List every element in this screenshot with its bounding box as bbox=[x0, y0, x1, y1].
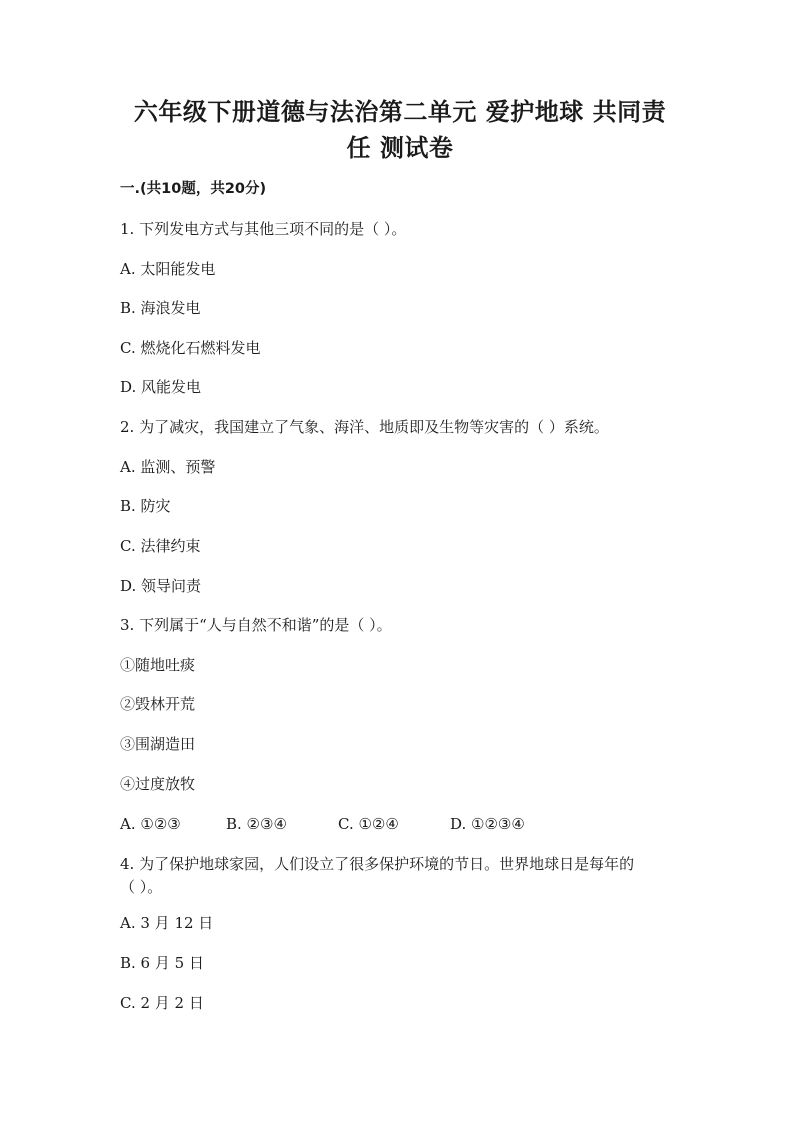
question-3-item-3: ③围湖造田 bbox=[120, 735, 196, 753]
question-1-option-c: C. 燃烧化石燃料发电 bbox=[120, 339, 261, 357]
section-header: 一.(共10题，共20分) bbox=[120, 181, 267, 197]
question-3-option-a: A. ①②③ bbox=[120, 815, 181, 833]
page-title-line-2: 任 测试卷 bbox=[346, 134, 454, 162]
question-2-option-d: D. 领导问责 bbox=[120, 577, 202, 595]
question-4-stem-line-1: 4. 为了保护地球家园，人们设立了很多保护环境的节日。世界地球日是每年的 bbox=[120, 855, 635, 873]
question-3-option-b: B. ②③④ bbox=[226, 815, 287, 833]
question-3-item-1: ①随地吐痰 bbox=[120, 656, 196, 674]
question-3-option-c: C. ①②④ bbox=[338, 815, 399, 833]
question-2-option-a: A. 监测、预警 bbox=[120, 458, 216, 476]
question-4-option-a: A. 3 月 12 日 bbox=[120, 914, 214, 932]
question-1-option-b: B. 海浪发电 bbox=[120, 299, 201, 317]
question-4-option-c: C. 2 月 2 日 bbox=[120, 994, 204, 1012]
question-1-option-a: A. 太阳能发电 bbox=[120, 260, 216, 278]
question-3-item-4: ④过度放牧 bbox=[120, 775, 196, 793]
question-2-option-b: B. 防灾 bbox=[120, 497, 171, 515]
question-3-stem: 3. 下列属于“人与自然不和谐”的是（ ）。 bbox=[120, 616, 392, 634]
question-1-stem: 1. 下列发电方式与其他三项不同的是（ ）。 bbox=[120, 220, 407, 238]
question-4-stem-line-2: （ ）。 bbox=[120, 878, 163, 896]
question-2-option-c: C. 法律约束 bbox=[120, 537, 201, 555]
question-3-option-d: D. ①②③④ bbox=[450, 815, 525, 833]
question-3-item-2: ②毁林开荒 bbox=[120, 695, 196, 713]
question-1-option-d: D. 风能发电 bbox=[120, 378, 202, 396]
question-4-option-b: B. 6 月 5 日 bbox=[120, 954, 204, 972]
question-2-stem: 2. 为了减灾，我国建立了气象、海洋、地质即及生物等灾害的（ ）系统。 bbox=[120, 418, 609, 436]
page-title-line-1: 六年级下册道德与法治第二单元 爱护地球 共同责 bbox=[133, 98, 667, 126]
